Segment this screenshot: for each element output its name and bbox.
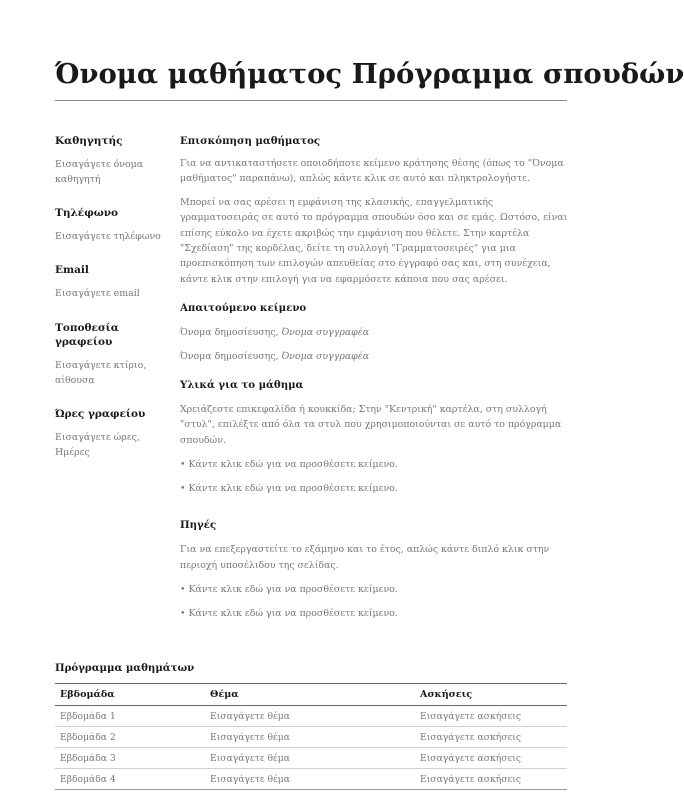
email-field[interactable]: Εισαγάγετε email	[55, 288, 140, 299]
list-item[interactable]: • Κάντε κλικ εδώ για να προσθέσετε κείμενο.	[180, 459, 398, 471]
publication-name: Όνομα δημοσίευσης,	[180, 350, 282, 362]
list-item[interactable]: • Κάντε κλικ εδώ για να προσθέσετε κείμενο.	[180, 483, 398, 495]
phone-field[interactable]: Εισαγάγετε τηλέφωνο	[55, 231, 161, 242]
week-cell[interactable]: Εβδομάδα 4	[55, 769, 205, 790]
schedule-table	[55, 683, 567, 790]
section-heading: Επισκόπηση μαθήματος	[180, 135, 321, 147]
assignments-cell[interactable]: Εισαγάγετε ασκήσεις	[415, 748, 567, 769]
office-location-field[interactable]: Εισαγάγετε κτίριο, αίθουσα	[55, 360, 147, 386]
list-item[interactable]: • Κάντε κλικ εδώ για να προσθέσετε κείμενο.	[180, 608, 398, 620]
assignments-cell[interactable]: Εισαγάγετε ασκήσεις	[415, 706, 567, 727]
author-name: Όνομα συγγραφέα	[281, 327, 370, 339]
section-required-text	[180, 301, 570, 364]
sidebar-heading: Τηλέφωνο	[55, 207, 118, 219]
main-content	[180, 134, 570, 621]
section-overview	[180, 134, 570, 287]
section-heading: Απαιτούμενο κείμενο	[180, 302, 307, 315]
overview-paragraph[interactable]: Για να αντικαταστήσετε οποιοδήποτε κείμενο κράτησης θέσης (όπως το "Όνομα μαθήματος" παραπάνω), απλώς κάντε κλικ σε αυτό και πληκτρολογήστε.	[180, 158, 564, 185]
sidebar-email	[55, 263, 165, 301]
title-divider	[55, 100, 567, 101]
page-title[interactable]: Όνομα μαθήματος Πρόγραμμα σπουδών	[55, 58, 684, 90]
contact-sidebar	[55, 134, 165, 460]
author-name: Όνομα συγγραφέα	[281, 350, 370, 362]
section-heading: Πηγές	[180, 519, 217, 532]
sidebar-office-hours	[55, 407, 165, 460]
sidebar-heading: Τοποθεσία γραφείου	[55, 322, 119, 348]
sources-paragraph[interactable]: Για να επεξεργαστείτε το εξάμηνο και το έτος, απλώς κάντε διπλό κλικ στην περιοχή υποσέλιδου της σελίδας.	[180, 544, 550, 571]
section-materials	[180, 378, 570, 496]
overview-paragraph[interactable]: Μπορεί να σας αρέσει η εμφάνιση της κλασικής, επαγγελματικής γραμματοσειράς σε αυτό το πρόγραμμα σπουδών όσο και σε εμάς. Ωστόσο, είναι επίσης εύκολο να έχετε ακριβώς την εμφάνιση που θέλετε. Στην καρτέλα "Σχεδίαση" της κορδέλας, δείτε τη συλλογή "Γραμματοσειρές" για μια προεπισκόπηση των επιλογών απευθείας στο έγγραφό σας και, στη συνέχεια, κάντε κλικ στην επιλογή για να εφαρμόσετε κάποια που σας αρέσει.	[180, 196, 568, 285]
professor-name-field[interactable]: Εισαγάγετε όνομα καθηγητή	[55, 159, 144, 185]
topic-cell[interactable]: Εισαγάγετε θέμα	[205, 769, 415, 790]
sidebar-heading: Καθηγητής	[55, 135, 123, 147]
list-item[interactable]: • Κάντε κλικ εδώ για να προσθέσετε κείμενο.	[180, 584, 398, 596]
topic-cell[interactable]: Εισαγάγετε θέμα	[205, 727, 415, 748]
column-header-week: Εβδομάδα	[55, 684, 205, 706]
publication-name: Όνομα δημοσίευσης,	[180, 327, 282, 339]
assignments-cell[interactable]: Εισαγάγετε ασκήσεις	[415, 769, 567, 790]
sidebar-professor	[55, 134, 165, 187]
sidebar-phone	[55, 206, 165, 244]
required-text-item[interactable]	[180, 325, 570, 340]
table-row	[55, 769, 567, 790]
table-row	[55, 748, 567, 769]
sidebar-office-location	[55, 321, 165, 388]
table-row	[55, 727, 567, 748]
topic-cell[interactable]: Εισαγάγετε θέμα	[205, 748, 415, 769]
section-heading: Υλικά για το μάθημα	[180, 379, 304, 392]
column-header-assignments: Ασκήσεις	[415, 684, 567, 706]
column-header-topic: Θέμα	[205, 684, 415, 706]
schedule-title: Πρόγραμμα μαθημάτων	[55, 662, 195, 674]
assignments-cell[interactable]: Εισαγάγετε ασκήσεις	[415, 727, 567, 748]
section-sources	[180, 518, 570, 621]
week-cell[interactable]: Εβδομάδα 2	[55, 727, 205, 748]
required-text-item[interactable]	[180, 349, 570, 364]
topic-cell[interactable]: Εισαγάγετε θέμα	[205, 706, 415, 727]
week-cell[interactable]: Εβδομάδα 1	[55, 706, 205, 727]
sidebar-heading: Email	[55, 264, 89, 276]
table-header-row	[55, 684, 567, 706]
sidebar-heading: Ώρες γραφείου	[55, 408, 146, 420]
materials-paragraph[interactable]: Χρειάζεστε επικεφαλίδα ή κουκκίδα; Στην "Κεντρική" καρτέλα, στη συλλογή "στυλ", επιλέξτε από όλα τα στυλ που χρησιμοποιούνται σε αυτό το πρόγραμμα σπουδών.	[180, 404, 562, 446]
table-row	[55, 706, 567, 727]
week-cell[interactable]: Εβδομάδα 3	[55, 748, 205, 769]
office-hours-field[interactable]: Εισαγάγετε ώρες, Ημέρες	[55, 432, 140, 458]
